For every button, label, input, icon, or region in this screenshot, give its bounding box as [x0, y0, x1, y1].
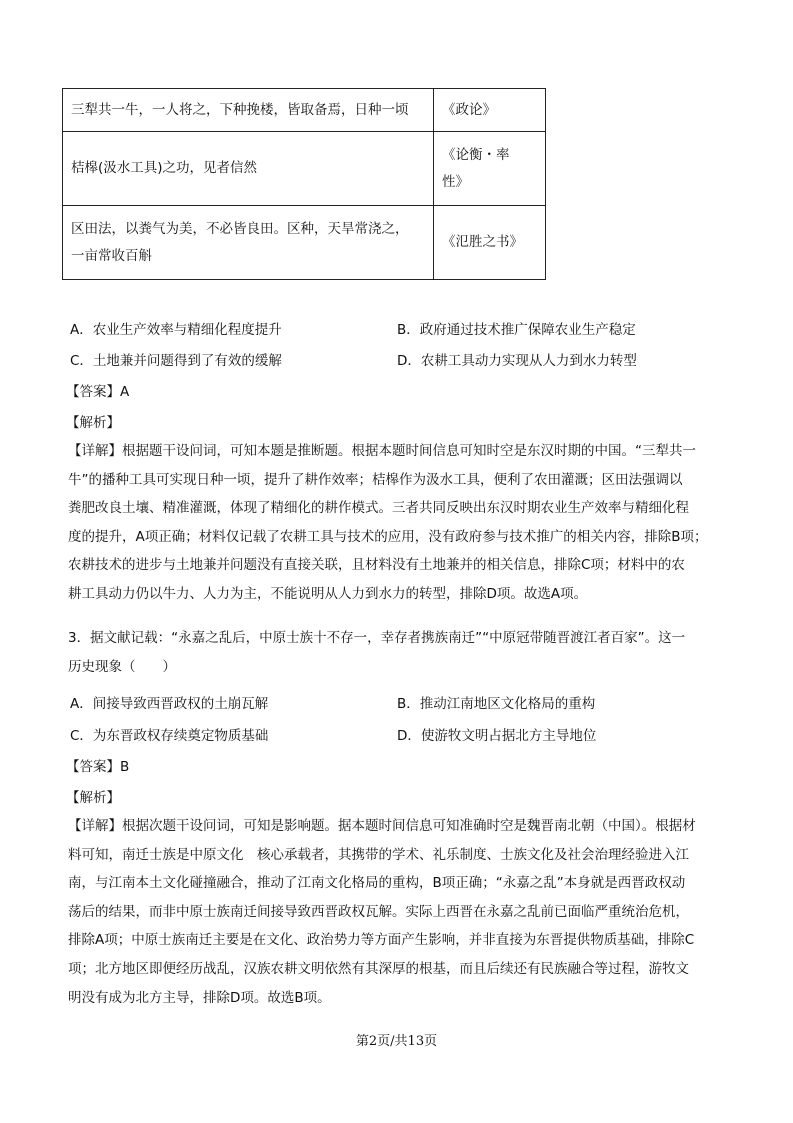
q2-analysis-label: 【解析】: [66, 415, 120, 431]
q3-stem: [68, 624, 728, 681]
table-cell-quote: [63, 132, 434, 206]
detail-line: 粪肥改良土壤、精准灌溉，体现了精细化的耕作模式。三者共同反映出东汉时期农业生产效率与精细化程: [68, 500, 689, 517]
source-line: 《论衡・率: [442, 146, 510, 163]
q3-answer: 【答案】B: [66, 759, 130, 775]
table-cell-quote: [63, 89, 434, 132]
detail-line: 明没有成为北方主导，排除D项。故选B项。: [68, 989, 331, 1006]
detail-line: 排除A项；中原士族南迁主要是在文化、政治势力等方面产生影响，并非直接为东晋提供物质基础，排除C: [68, 932, 695, 949]
stem-line: 3．据文献记载：“永嘉之乱后，中原士族十不存一，幸存者携族南迁”“中原冠带随晋渡江者百家”。这一: [68, 630, 686, 646]
detail-line: 农耕技术的进步与土地兼并问题没有直接关联，且材料没有土地兼并的相关信息，排除C项；材料中的农: [68, 557, 685, 574]
detail-line: 度的提升，A项正确；材料仅记载了农耕工具与技术的应用，没有政府参与技术推广的相关内容，排除B项；: [68, 528, 708, 545]
quote-line: 桔槔(汲水工具)之功，见者信然: [71, 160, 258, 176]
table-row: [63, 89, 546, 132]
q3-option-b: B．推动江南地区文化格局的重构: [397, 696, 596, 712]
detail-line: 项；北方地区即便经历战乱，汉族农耕文明依然有其深厚的根基，而且后续还有民族融合等过程，游牧文: [68, 960, 689, 977]
q3-detail: [68, 812, 728, 1012]
detail-line: 南，与江南本土文化碰撞融合，推动了江南文化格局的重构，B项正确；“永嘉之乱”本身就是西晋政权动: [68, 875, 686, 892]
quote-line: 区田法，以粪气为美，不必皆良田。区种，天旱常浇之，: [71, 220, 409, 237]
q3-option-a: A．间接导致西晋政权的土崩瓦解: [70, 696, 269, 712]
table-cell-source: [434, 89, 546, 132]
stem-line: 历史现象（ ）: [68, 658, 176, 675]
q2-option-a: A．农业生产效率与精细化程度提升: [70, 322, 282, 338]
table-cell-source: [434, 132, 546, 206]
detail-line: 【详解】根据题干设问词，可知本题是推断题。根据本题时间信息可知时空是东汉时期的中国。“三犁共一: [68, 443, 696, 459]
q3-option-c: C．为东晋政权存续奠定物质基础: [70, 728, 269, 744]
q2-detail: [68, 437, 728, 609]
detail-line: 耕工具动力仍以牛力、人力为主，不能说明从人力到水力的转型，排除D项。故选A项。: [68, 585, 588, 602]
detail-line: 料可知，南迁士族是中原文化 核心承载者，其携带的学术、礼乐制度、士族文化及社会治理经验进入江: [68, 846, 689, 863]
page-footer: 第2页/共13页: [355, 1034, 438, 1049]
table-cell-source: [434, 206, 546, 280]
detail-line: 【详解】根据次题干设问词，可知是影响题。据本题时间信息可知准确时空是魏晋南北朝（中国）。根据材: [68, 818, 696, 834]
quote-line: 一亩常收百斛: [71, 247, 152, 264]
table-cell-quote: [63, 206, 434, 280]
detail-line: 荡后的结果，而非中原士族南迁间接导致西晋政权瓦解。实际上西晋在永嘉之乱前已面临严重统治危机，: [68, 903, 689, 920]
q3-option-d: D．使游牧文明占据北方主导地位: [397, 728, 597, 744]
source-table: [62, 88, 546, 280]
table-row: [63, 132, 546, 206]
q2-answer: 【答案】A: [66, 384, 130, 400]
q2-option-c: C．土地兼并问题得到了有效的缓解: [70, 353, 282, 369]
table-row: [63, 206, 546, 280]
source-line: 《政论》: [442, 101, 496, 118]
source-line: 性》: [442, 173, 469, 190]
q2-option-d: D．农耕工具动力实现从人力到水力转型: [397, 353, 637, 369]
detail-line: 牛”的播种工具可实现日种一顷，提升了耕作效率；桔槔作为汲水工具，便利了农田灌溉；区田法强调以: [68, 471, 683, 488]
source-line: 《氾胜之书》: [442, 234, 523, 250]
quote-line: 三犁共一牛，一人将之，下种挽楼，皆取备焉，日种一顷: [71, 101, 409, 118]
q2-option-b: B．政府通过技术推广保障农业生产稳定: [397, 322, 636, 338]
q3-analysis-label: 【解析】: [66, 790, 120, 806]
